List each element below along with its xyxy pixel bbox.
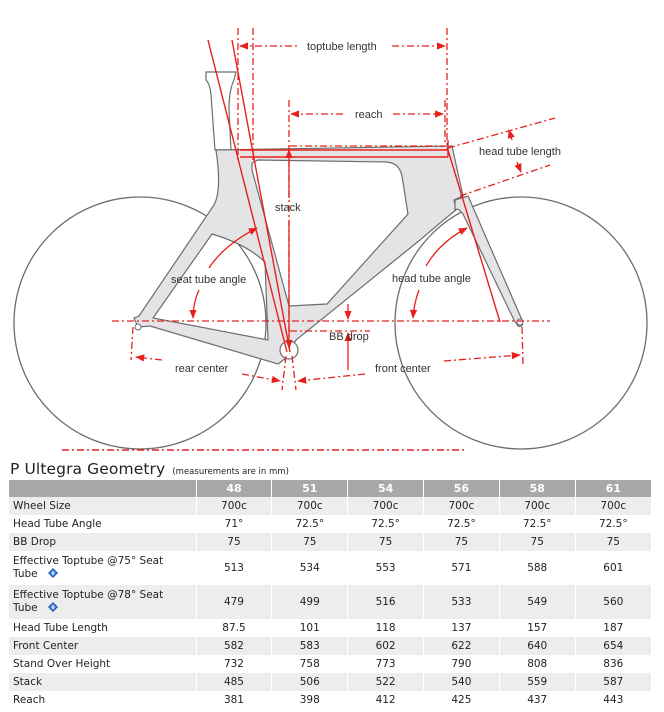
table-row-reach — [9, 691, 651, 709]
cell: 425 — [424, 691, 500, 709]
info-diamond-icon[interactable] — [48, 602, 58, 612]
cell: 412 — [348, 691, 424, 709]
cell: 790 — [424, 655, 500, 673]
cell: 75 — [272, 533, 348, 551]
cell: 602 — [348, 637, 424, 655]
row-label — [9, 551, 196, 585]
cell: 732 — [196, 655, 272, 673]
row-label — [9, 585, 196, 619]
cell: 398 — [272, 691, 348, 709]
cell: 72.5° — [272, 515, 348, 533]
units-note: (measurements are in mm) — [172, 467, 289, 477]
cell: 700c — [499, 497, 575, 515]
row-label: BB Drop — [9, 533, 196, 551]
cell: 157 — [499, 619, 575, 637]
cell: 75 — [348, 533, 424, 551]
table-row-head-tube-angle — [9, 515, 651, 533]
label-stack: stack — [275, 202, 301, 214]
header-size: 61 — [575, 480, 651, 497]
cell: 513 — [196, 551, 272, 585]
row-label: Stand Over Height — [9, 655, 196, 673]
cell: 560 — [575, 585, 651, 619]
row-label: Head Tube Length — [9, 619, 196, 637]
cell: 583 — [272, 637, 348, 655]
cell: 506 — [272, 673, 348, 691]
cell: 499 — [272, 585, 348, 619]
label-head-tube-length: head tube length — [479, 146, 561, 158]
page-title: P Ultegra Geometry — [10, 460, 166, 478]
label-front-center: front center — [375, 363, 431, 375]
geometry-title-row — [10, 459, 289, 479]
cell: 72.5° — [424, 515, 500, 533]
cell: 758 — [272, 655, 348, 673]
header-size: 51 — [272, 480, 348, 497]
cell: 187 — [575, 619, 651, 637]
row-label-line2: Tube — [13, 568, 38, 580]
cell: 553 — [348, 551, 424, 585]
cell: 72.5° — [348, 515, 424, 533]
cell: 485 — [196, 673, 272, 691]
table-header-row — [9, 480, 651, 497]
row-label: Front Center — [9, 637, 196, 655]
cell: 640 — [499, 637, 575, 655]
header-label-cell — [9, 480, 196, 497]
header-size: 54 — [348, 480, 424, 497]
cell: 118 — [348, 619, 424, 637]
cell: 516 — [348, 585, 424, 619]
cell: 437 — [499, 691, 575, 709]
row-label: Reach — [9, 691, 196, 709]
row-label-line1: Effective Toptube @75° Seat — [13, 555, 164, 567]
cell: 559 — [499, 673, 575, 691]
bike-frame — [134, 146, 463, 364]
cell: 700c — [272, 497, 348, 515]
cell: 582 — [196, 637, 272, 655]
cell: 87.5 — [196, 619, 272, 637]
cell: 522 — [348, 673, 424, 691]
row-label-line1: Effective Toptube @78° Seat — [13, 589, 164, 601]
cell: 808 — [499, 655, 575, 673]
row-label: Head Tube Angle — [9, 515, 196, 533]
cell: 381 — [196, 691, 272, 709]
cell: 773 — [348, 655, 424, 673]
cell: 101 — [272, 619, 348, 637]
cell: 75 — [424, 533, 500, 551]
table-row-stack — [9, 673, 651, 691]
header-size: 48 — [196, 480, 272, 497]
cell: 588 — [499, 551, 575, 585]
table-row-effective-toptube-78 — [9, 585, 651, 619]
cell: 540 — [424, 673, 500, 691]
row-label: Wheel Size — [9, 497, 196, 515]
header-size: 56 — [424, 480, 500, 497]
label-bb-drop: BB drop — [329, 331, 369, 343]
row-label-line2: Tube — [13, 602, 38, 614]
cell: 534 — [272, 551, 348, 585]
label-rear-center: rear center — [175, 363, 229, 375]
cell: 71° — [196, 515, 272, 533]
cell: 601 — [575, 551, 651, 585]
geometry-table — [9, 480, 651, 709]
cell: 587 — [575, 673, 651, 691]
table-row-bb-drop — [9, 533, 651, 551]
row-label: Stack — [9, 673, 196, 691]
label-seat-tube-angle: seat tube angle — [171, 274, 247, 286]
table-row-head-tube-length — [9, 619, 651, 637]
cell: 700c — [348, 497, 424, 515]
cell: 700c — [196, 497, 272, 515]
label-head-tube-angle: head tube angle — [392, 273, 471, 285]
table-row-front-center — [9, 637, 651, 655]
cell: 700c — [575, 497, 651, 515]
cell: 533 — [424, 585, 500, 619]
cell: 700c — [424, 497, 500, 515]
cell: 72.5° — [575, 515, 651, 533]
label-toptube-length: toptube length — [307, 41, 377, 53]
seatpost — [206, 72, 236, 150]
info-diamond-icon[interactable] — [48, 568, 58, 578]
cell: 654 — [575, 637, 651, 655]
cell: 479 — [196, 585, 272, 619]
cell: 622 — [424, 637, 500, 655]
table-row-stand-over-height — [9, 655, 651, 673]
cell: 571 — [424, 551, 500, 585]
cell: 75 — [575, 533, 651, 551]
table-row-wheel-size — [9, 497, 651, 515]
table-row-effective-toptube-75 — [9, 551, 651, 585]
cell: 75 — [499, 533, 575, 551]
cell: 72.5° — [499, 515, 575, 533]
cell: 443 — [575, 691, 651, 709]
cell: 137 — [424, 619, 500, 637]
header-size: 58 — [499, 480, 575, 497]
cell: 549 — [499, 585, 575, 619]
fork — [455, 196, 523, 326]
cell: 836 — [575, 655, 651, 673]
cell: 75 — [196, 533, 272, 551]
label-reach: reach — [355, 109, 383, 121]
